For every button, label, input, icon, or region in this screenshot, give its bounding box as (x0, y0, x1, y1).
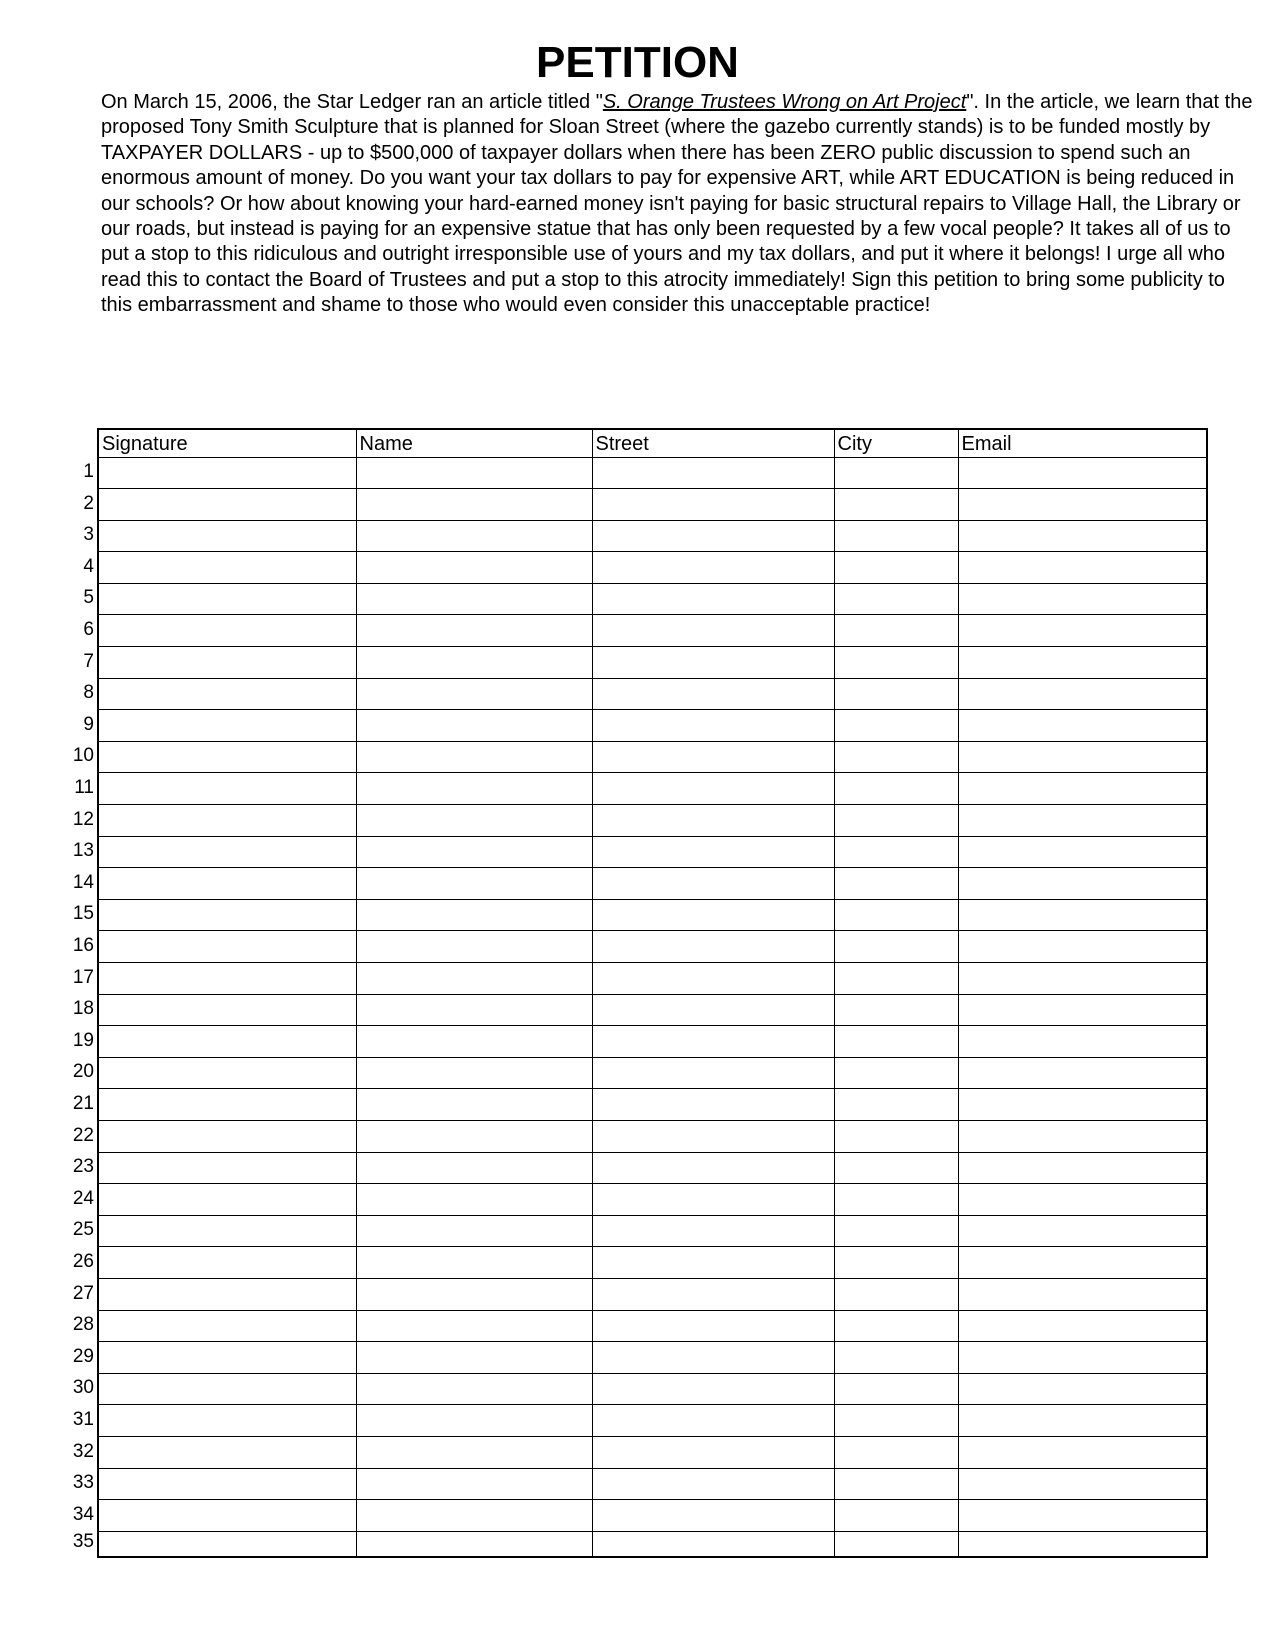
city-cell[interactable] (834, 1152, 958, 1184)
table-row (98, 710, 1207, 742)
signature-cell[interactable] (98, 1500, 356, 1532)
city-cell[interactable] (834, 647, 958, 679)
table-row (98, 583, 1207, 615)
row-number: 22 (72, 1124, 94, 1146)
name-cell[interactable] (356, 1215, 592, 1247)
row-number: 7 (83, 650, 94, 672)
table-row (98, 1342, 1207, 1374)
email-cell[interactable] (958, 710, 1207, 742)
name-cell[interactable] (356, 489, 592, 521)
table-row (98, 963, 1207, 995)
city-cell[interactable] (834, 1184, 958, 1216)
signature-cell[interactable] (98, 1531, 356, 1557)
email-cell[interactable] (958, 552, 1207, 584)
name-cell[interactable] (356, 1278, 592, 1310)
signature-cell[interactable] (98, 1026, 356, 1058)
table-row (98, 994, 1207, 1026)
row-number: 28 (72, 1314, 94, 1336)
email-cell[interactable] (958, 1310, 1207, 1342)
email-cell[interactable] (958, 615, 1207, 647)
name-cell[interactable] (356, 1247, 592, 1279)
signature-cell[interactable] (98, 1184, 356, 1216)
row-number: 23 (72, 1156, 94, 1178)
table-row (98, 836, 1207, 868)
signature-cell[interactable] (98, 489, 356, 521)
city-cell[interactable] (834, 868, 958, 900)
email-cell[interactable] (958, 457, 1207, 489)
table-row (98, 1184, 1207, 1216)
table-row (98, 741, 1207, 773)
street-cell[interactable] (592, 773, 834, 805)
city-cell[interactable] (834, 1468, 958, 1500)
name-cell[interactable] (356, 1120, 592, 1152)
street-cell[interactable] (592, 1215, 834, 1247)
column-header-street: Street (592, 429, 834, 457)
city-cell[interactable] (834, 583, 958, 615)
city-cell[interactable] (834, 1310, 958, 1342)
row-number: 32 (72, 1440, 94, 1462)
signature-cell[interactable] (98, 805, 356, 837)
name-cell[interactable] (356, 963, 592, 995)
street-cell[interactable] (592, 552, 834, 584)
email-cell[interactable] (958, 805, 1207, 837)
signature-cell[interactable] (98, 1468, 356, 1500)
city-cell[interactable] (834, 1089, 958, 1121)
row-number: 21 (72, 1093, 94, 1114)
name-cell[interactable] (356, 1026, 592, 1058)
city-cell[interactable] (834, 520, 958, 552)
table-row (98, 1057, 1207, 1089)
name-cell[interactable] (356, 1436, 592, 1468)
row-number: 24 (72, 1187, 94, 1209)
table-row (98, 1310, 1207, 1342)
city-cell[interactable] (834, 741, 958, 773)
city-cell[interactable] (834, 899, 958, 931)
row-number: 17 (72, 966, 94, 988)
street-cell[interactable] (592, 1057, 834, 1089)
email-cell[interactable] (958, 741, 1207, 773)
street-cell[interactable] (592, 1026, 834, 1058)
signature-cell[interactable] (98, 868, 356, 900)
street-cell[interactable] (592, 1184, 834, 1216)
street-cell[interactable] (592, 1342, 834, 1374)
name-cell[interactable] (356, 773, 592, 805)
city-cell[interactable] (834, 1026, 958, 1058)
name-cell[interactable] (356, 741, 592, 773)
table-row (98, 1405, 1207, 1437)
table-row (98, 615, 1207, 647)
street-cell[interactable] (592, 868, 834, 900)
city-cell[interactable] (834, 615, 958, 647)
name-cell[interactable] (356, 552, 592, 584)
signature-cell[interactable] (98, 1120, 356, 1152)
table-row (98, 1468, 1207, 1500)
city-cell[interactable] (834, 1373, 958, 1405)
street-cell[interactable] (592, 1278, 834, 1310)
city-cell[interactable] (834, 994, 958, 1026)
city-cell[interactable] (834, 1531, 958, 1557)
email-cell[interactable] (958, 1373, 1207, 1405)
table-row (98, 647, 1207, 679)
email-cell[interactable] (958, 520, 1207, 552)
signature-cell[interactable] (98, 931, 356, 963)
table-row (98, 1531, 1207, 1557)
email-cell[interactable] (958, 1089, 1207, 1121)
email-cell[interactable] (958, 963, 1207, 995)
signature-cell[interactable] (98, 1278, 356, 1310)
row-number: 19 (72, 1029, 94, 1051)
email-cell[interactable] (958, 1184, 1207, 1216)
row-number: 1 (83, 461, 94, 482)
city-cell[interactable] (834, 1215, 958, 1247)
signature-cell[interactable] (98, 583, 356, 615)
city-cell[interactable] (834, 1057, 958, 1089)
city-cell[interactable] (834, 678, 958, 710)
table-row (98, 520, 1207, 552)
email-cell[interactable] (958, 678, 1207, 710)
column-header-city: City (834, 429, 958, 457)
city-cell[interactable] (834, 836, 958, 868)
signature-cell[interactable] (98, 741, 356, 773)
row-number: 29 (72, 1345, 94, 1367)
row-number: 11 (74, 777, 94, 798)
column-header-signature: Signature (98, 429, 356, 457)
name-cell[interactable] (356, 1152, 592, 1184)
table-row (98, 552, 1207, 584)
signature-cell[interactable] (98, 1342, 356, 1374)
name-cell[interactable] (356, 1531, 592, 1557)
table-row (98, 1436, 1207, 1468)
street-cell[interactable] (592, 1531, 834, 1557)
name-cell[interactable] (356, 615, 592, 647)
signature-cell[interactable] (98, 899, 356, 931)
street-cell[interactable] (592, 805, 834, 837)
table-header-row (98, 429, 1207, 457)
street-cell[interactable] (592, 710, 834, 742)
name-cell[interactable] (356, 520, 592, 552)
signature-cell[interactable] (98, 457, 356, 489)
signature-table (97, 428, 1208, 1558)
email-cell[interactable] (958, 994, 1207, 1026)
row-number: 15 (72, 903, 94, 925)
row-number: 35 (72, 1531, 94, 1553)
name-cell[interactable] (356, 647, 592, 679)
row-number: 18 (72, 998, 94, 1020)
signature-cell[interactable] (98, 678, 356, 710)
street-cell[interactable] (592, 931, 834, 963)
email-cell[interactable] (958, 773, 1207, 805)
row-number: 9 (83, 713, 94, 735)
name-cell[interactable] (356, 710, 592, 742)
email-cell[interactable] (958, 868, 1207, 900)
name-cell[interactable] (356, 1500, 592, 1532)
email-cell[interactable] (958, 647, 1207, 679)
row-number: 13 (72, 840, 94, 862)
row-number: 3 (83, 524, 94, 546)
city-cell[interactable] (834, 1500, 958, 1532)
email-cell[interactable] (958, 1152, 1207, 1184)
signature-cell[interactable] (98, 1373, 356, 1405)
email-cell[interactable] (958, 1057, 1207, 1089)
name-cell[interactable] (356, 931, 592, 963)
city-cell[interactable] (834, 805, 958, 837)
table-row (98, 1152, 1207, 1184)
street-cell[interactable] (592, 583, 834, 615)
signature-cell[interactable] (98, 963, 356, 995)
city-cell[interactable] (834, 1278, 958, 1310)
signature-cell[interactable] (98, 1152, 356, 1184)
email-cell[interactable] (958, 1468, 1207, 1500)
email-cell[interactable] (958, 583, 1207, 615)
article-title: S. Orange Trustees Wrong on Art Project (602, 91, 967, 113)
row-number: 14 (72, 871, 94, 893)
street-cell[interactable] (592, 899, 834, 931)
email-cell[interactable] (958, 1278, 1207, 1310)
street-cell[interactable] (592, 678, 834, 710)
street-cell[interactable] (592, 741, 834, 773)
row-number: 16 (72, 935, 94, 956)
name-cell[interactable] (356, 1089, 592, 1121)
table-row (98, 899, 1207, 931)
name-cell[interactable] (356, 805, 592, 837)
city-cell[interactable] (834, 457, 958, 489)
street-cell[interactable] (592, 615, 834, 647)
column-header-name: Name (356, 429, 592, 457)
table-row (98, 1247, 1207, 1279)
name-cell[interactable] (356, 1405, 592, 1437)
row-number: 12 (72, 808, 94, 830)
email-cell[interactable] (958, 1405, 1207, 1437)
table-row (98, 1278, 1207, 1310)
city-cell[interactable] (834, 1247, 958, 1279)
street-cell[interactable] (592, 963, 834, 995)
row-number: 4 (83, 555, 94, 577)
signature-cell[interactable] (98, 1057, 356, 1089)
city-cell[interactable] (834, 773, 958, 805)
email-cell[interactable] (958, 1436, 1207, 1468)
signature-cell[interactable] (98, 710, 356, 742)
street-cell[interactable] (592, 520, 834, 552)
street-cell[interactable] (592, 1310, 834, 1342)
signature-cell[interactable] (98, 994, 356, 1026)
street-cell[interactable] (592, 1120, 834, 1152)
signature-cell[interactable] (98, 773, 356, 805)
email-cell[interactable] (958, 1531, 1207, 1557)
row-number: 20 (72, 1061, 94, 1083)
signature-cell[interactable] (98, 1405, 356, 1437)
email-cell[interactable] (958, 899, 1207, 931)
street-cell[interactable] (592, 489, 834, 521)
city-cell[interactable] (834, 931, 958, 963)
table-row (98, 773, 1207, 805)
row-number: 26 (72, 1251, 94, 1272)
street-cell[interactable] (592, 457, 834, 489)
city-cell[interactable] (834, 963, 958, 995)
email-cell[interactable] (958, 836, 1207, 868)
table-row (98, 489, 1207, 521)
row-number: 25 (72, 1219, 94, 1241)
city-cell[interactable] (834, 489, 958, 521)
email-cell[interactable] (958, 1247, 1207, 1279)
street-cell[interactable] (592, 1500, 834, 1532)
name-cell[interactable] (356, 1310, 592, 1342)
street-cell[interactable] (592, 836, 834, 868)
signature-cell[interactable] (98, 615, 356, 647)
table-row (98, 1373, 1207, 1405)
row-number: 6 (83, 619, 94, 640)
table-row (98, 931, 1207, 963)
table-row (98, 805, 1207, 837)
street-cell[interactable] (592, 1405, 834, 1437)
name-cell[interactable] (356, 457, 592, 489)
signature-cell[interactable] (98, 520, 356, 552)
email-cell[interactable] (958, 1026, 1207, 1058)
street-cell[interactable] (592, 1436, 834, 1468)
name-cell[interactable] (356, 583, 592, 615)
street-cell[interactable] (592, 1247, 834, 1279)
row-number: 10 (72, 745, 94, 767)
table-row (98, 1089, 1207, 1121)
signature-cell[interactable] (98, 1089, 356, 1121)
row-number: 30 (72, 1377, 94, 1399)
street-cell[interactable] (592, 994, 834, 1026)
email-cell[interactable] (958, 489, 1207, 521)
street-cell[interactable] (592, 1373, 834, 1405)
email-cell[interactable] (958, 1500, 1207, 1532)
city-cell[interactable] (834, 1342, 958, 1374)
city-cell[interactable] (834, 710, 958, 742)
signature-cell[interactable] (98, 647, 356, 679)
signature-cell[interactable] (98, 1247, 356, 1279)
name-cell[interactable] (356, 1184, 592, 1216)
table-row (98, 457, 1207, 489)
street-cell[interactable] (592, 1089, 834, 1121)
city-cell[interactable] (834, 1405, 958, 1437)
city-cell[interactable] (834, 1120, 958, 1152)
row-number: 5 (83, 587, 94, 609)
name-cell[interactable] (356, 1468, 592, 1500)
name-cell[interactable] (356, 899, 592, 931)
table-row (98, 1026, 1207, 1058)
table-row (98, 1120, 1207, 1152)
row-number: 34 (72, 1503, 94, 1525)
city-cell[interactable] (834, 552, 958, 584)
name-cell[interactable] (356, 1342, 592, 1374)
email-cell[interactable] (958, 931, 1207, 963)
signature-cell[interactable] (98, 836, 356, 868)
email-cell[interactable] (958, 1120, 1207, 1152)
city-cell[interactable] (834, 1436, 958, 1468)
row-number: 8 (83, 682, 94, 704)
name-cell[interactable] (356, 1373, 592, 1405)
table-row (98, 678, 1207, 710)
signature-cell[interactable] (98, 1436, 356, 1468)
row-number: 31 (72, 1409, 94, 1430)
column-header-email: Email (958, 429, 1207, 457)
name-cell[interactable] (356, 836, 592, 868)
table-row (98, 1500, 1207, 1532)
name-cell[interactable] (356, 994, 592, 1026)
row-number: 33 (72, 1472, 94, 1494)
name-cell[interactable] (356, 678, 592, 710)
street-cell[interactable] (592, 1152, 834, 1184)
email-cell[interactable] (958, 1215, 1207, 1247)
name-cell[interactable] (356, 868, 592, 900)
intro-text-before: On March 15, 2006, the Star Ledger ran an article titled " (101, 91, 603, 113)
signature-cell[interactable] (98, 1215, 356, 1247)
page-title: PETITION (536, 38, 739, 87)
signature-cell[interactable] (98, 552, 356, 584)
street-cell[interactable] (592, 1468, 834, 1500)
row-number: 27 (72, 1282, 94, 1304)
intro-text-after: ". In the article, we learn that the proposed Tony Smith Sculpture that is planned for Sloan Street (where the gazebo currently stands) is to be funded mostly by TAXPAYER DOLLARS - up to $500,000 of taxpayer dollars when there has been ZERO public discussion to spend such an enormous amount of money. Do you want your tax dollars to pay for expensive ART, while ART EDUCATION is being reduced in our schools? Or how about knowing your hard-earned money isn't paying for basic structural repairs to Village Hall, the Library or our roads, but instead is paying for an expensive statue that has only been requested by a few vocal people? It takes all of us to put a stop to this ridiculous and outright irresponsible use of yours and my tax dollars, and put it where it belongs! I urge all who read this to contact the Board of Trustees and put a stop to this atrocity immediately! Sign this petition to bring some publicity to this embarrassment and shame to those who would even consider this unacceptable practice! (101, 91, 1253, 317)
name-cell[interactable] (356, 1057, 592, 1089)
signature-cell[interactable] (98, 1310, 356, 1342)
table-row (98, 868, 1207, 900)
street-cell[interactable] (592, 647, 834, 679)
email-cell[interactable] (958, 1342, 1207, 1374)
intro-paragraph (101, 90, 1261, 319)
table-row (98, 1215, 1207, 1247)
row-number: 2 (83, 492, 94, 514)
